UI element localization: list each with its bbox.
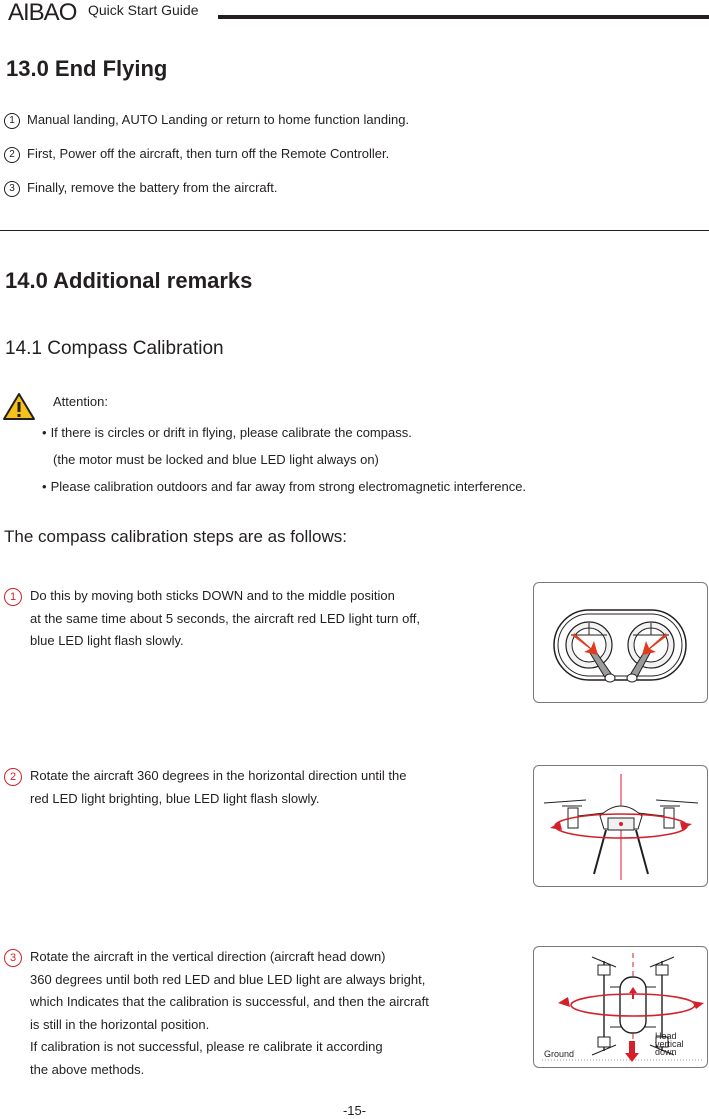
step-number-badge: 1	[4, 113, 20, 129]
cal-step-line: is still in the horizontal position.	[30, 1016, 210, 1032]
head-label-line: down	[655, 1047, 677, 1057]
attention-note: (the motor must be locked and blue LED light always on)	[53, 452, 379, 467]
cal-step-line: Rotate the aircraft 360 degrees in the horizontal direction until the	[30, 768, 407, 783]
header-title: Quick Start Guide	[88, 2, 199, 18]
cal-step-1-text	[30, 585, 420, 653]
end-flying-step-3	[4, 180, 277, 197]
cal-step-line: red LED light brighting, blue LED light flash slowly.	[30, 790, 320, 806]
attention-bullet-2: • Please calibration outdoors and far away from strong electromagnetic interference.	[42, 476, 526, 499]
end-flying-step-text: First, Power off the aircraft, then turn off the Remote Controller.	[27, 146, 390, 161]
cal-step-line: the above methods.	[30, 1061, 145, 1077]
head-down-arrow-icon	[625, 1053, 639, 1062]
steps-heading: The compass calibration steps are as follows:	[4, 527, 347, 546]
cal-step-line: at the same time about 5 seconds, the aircraft red LED light turn off,	[30, 610, 420, 626]
head-label-line: Head	[655, 1031, 677, 1041]
cal-step-line: If calibration is not successful, please re calibrate it according	[30, 1039, 383, 1054]
remote-sticks-figure	[533, 582, 708, 703]
horizontal-rotation-figure	[533, 765, 708, 887]
head-vertical-down-label	[655, 1032, 684, 1056]
ground-label: Ground	[544, 1049, 575, 1059]
end-flying-step-2	[4, 146, 389, 163]
page-number: -15-	[342, 1103, 367, 1118]
cal-step-line: 360 degrees until both red LED and blue LED light are always bright,	[30, 971, 426, 987]
warning-icon	[2, 392, 36, 422]
vertical-rotation-figure	[533, 946, 708, 1068]
step-number-badge: 3	[4, 181, 20, 197]
step-number-badge: 2	[4, 147, 20, 163]
brand-logo: AIBAO	[8, 0, 77, 26]
section-13-title: 13.0 End Flying	[6, 56, 168, 81]
header-rule	[218, 15, 709, 19]
rotation-arrow-icon	[558, 997, 570, 1007]
cal-step-line: which Indicates that the calibration is successful, and then the aircraft	[30, 994, 429, 1009]
end-flying-step-1	[4, 112, 409, 129]
head-label-line: vertical	[655, 1039, 684, 1049]
section-divider	[0, 230, 709, 231]
cal-step-number-1: 1	[4, 588, 22, 606]
section-14-title: 14.0 Additional remarks	[5, 268, 253, 293]
cal-step-line: Rotate the aircraft in the vertical direction (aircraft head down)	[30, 949, 386, 964]
subsection-title: 14.1 Compass Calibration	[5, 338, 224, 359]
cal-step-2-text	[30, 765, 407, 810]
cal-step-number-2: 2	[4, 768, 22, 786]
cal-step-number-3: 3	[4, 949, 22, 967]
attention-bullet-1: • If there is circles or drift in flying, please calibrate the compass.	[42, 422, 412, 445]
cal-step-line: blue LED light flash slowly.	[30, 633, 184, 648]
attention-label: Attention:	[53, 394, 108, 409]
cal-step-line: Do this by moving both sticks DOWN and to the middle position	[30, 588, 395, 603]
end-flying-step-text: Finally, remove the battery from the aircraft.	[27, 180, 278, 195]
end-flying-step-text: Manual landing, AUTO Landing or return to home function landing.	[27, 112, 410, 127]
cal-step-3-text	[30, 946, 429, 1081]
